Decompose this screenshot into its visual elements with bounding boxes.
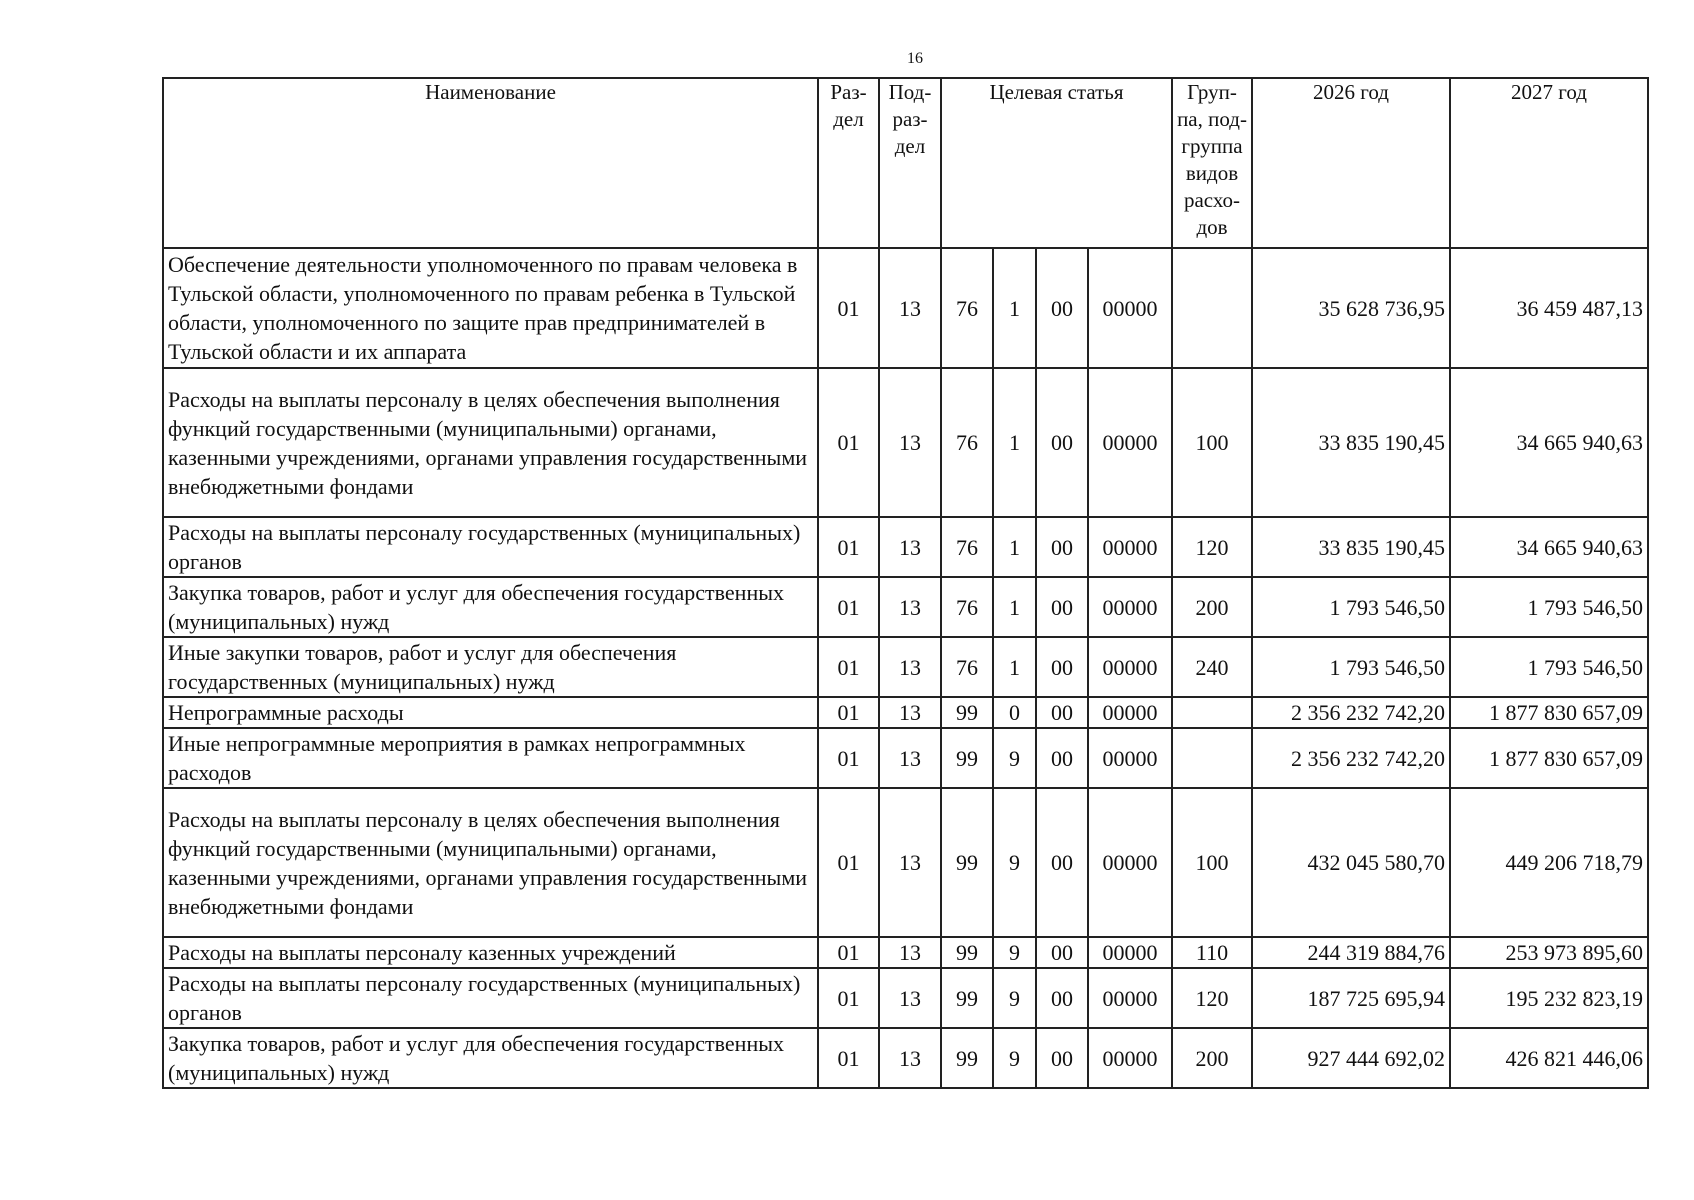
table-row <box>163 728 1648 788</box>
table-row <box>163 788 1648 937</box>
row-amount-2027: 449 206 718,79 <box>1450 788 1648 937</box>
row-target-direction: 00000 <box>1088 968 1172 1028</box>
row-name: Иные непрограммные мероприятия в рамках непрограммных расходов <box>163 728 818 788</box>
row-amount-2027: 426 821 446,06 <box>1450 1028 1648 1088</box>
row-target-subprogram: 1 <box>993 637 1036 697</box>
row-target-direction: 00000 <box>1088 637 1172 697</box>
row-amount-2027: 34 665 940,63 <box>1450 517 1648 577</box>
row-name: Закупка товаров, работ и услуг для обеспечения государственных (муниципальных) нужд <box>163 1028 818 1088</box>
row-target-event: 00 <box>1036 577 1088 637</box>
row-name: Расходы на выплаты персоналу казенных учреждений <box>163 937 818 968</box>
row-target-event: 00 <box>1036 968 1088 1028</box>
row-target-subprogram: 0 <box>993 697 1036 728</box>
row-amount-2027: 1 877 830 657,09 <box>1450 728 1648 788</box>
row-target-program: 76 <box>941 248 993 368</box>
row-expense-group: 120 <box>1172 517 1252 577</box>
table-row <box>163 1028 1648 1088</box>
table-row <box>163 368 1648 517</box>
header-year-2027: 2027 год <box>1450 78 1648 248</box>
row-expense-group: 200 <box>1172 577 1252 637</box>
row-subsection: 13 <box>879 368 941 517</box>
row-target-subprogram: 1 <box>993 248 1036 368</box>
row-expense-group <box>1172 697 1252 728</box>
row-name: Закупка товаров, работ и услуг для обеспечения государственных (муниципальных) нужд <box>163 577 818 637</box>
row-target-event: 00 <box>1036 637 1088 697</box>
row-amount-2026: 244 319 884,76 <box>1252 937 1450 968</box>
row-target-direction: 00000 <box>1088 697 1172 728</box>
row-expense-group: 100 <box>1172 368 1252 517</box>
row-subsection: 13 <box>879 788 941 937</box>
row-section: 01 <box>818 728 879 788</box>
row-amount-2026: 33 835 190,45 <box>1252 517 1450 577</box>
row-target-subprogram: 1 <box>993 517 1036 577</box>
row-expense-group: 240 <box>1172 637 1252 697</box>
row-name: Расходы на выплаты персоналу государственных (муниципальных) органов <box>163 968 818 1028</box>
row-target-program: 76 <box>941 517 993 577</box>
row-name: Расходы на выплаты персоналу в целях обеспечения выполнения функций государственными (муниципальными) органами, казенными учреждениями, органами управления государственными внебюджетными фондами <box>163 368 818 517</box>
row-section: 01 <box>818 637 879 697</box>
row-target-event: 00 <box>1036 248 1088 368</box>
row-name: Непрограммные расходы <box>163 697 818 728</box>
header-section: Раз- дел <box>818 78 879 248</box>
row-expense-group <box>1172 248 1252 368</box>
header-target-article: Целевая статья <box>941 78 1172 248</box>
header-row <box>163 78 1648 248</box>
header-subsection: Под- раз- дел <box>879 78 941 248</box>
row-target-subprogram: 1 <box>993 577 1036 637</box>
row-section: 01 <box>818 697 879 728</box>
row-amount-2026: 35 628 736,95 <box>1252 248 1450 368</box>
row-name: Обеспечение деятельности уполномоченного по правам человека в Тульской области, уполномоченного по правам ребенка в Тульской области, уполномоченного по защите прав предпринимателей в Тульской области и их аппарата <box>163 248 818 368</box>
row-subsection: 13 <box>879 637 941 697</box>
row-section: 01 <box>818 248 879 368</box>
row-subsection: 13 <box>879 517 941 577</box>
row-name: Расходы на выплаты персоналу в целях обеспечения выполнения функций государственными (муниципальными) органами, казенными учреждениями, органами управления государственными внебюджетными фондами <box>163 788 818 937</box>
row-target-program: 99 <box>941 728 993 788</box>
row-amount-2026: 187 725 695,94 <box>1252 968 1450 1028</box>
row-section: 01 <box>818 968 879 1028</box>
page-number: 16 <box>907 50 923 67</box>
row-target-event: 00 <box>1036 788 1088 937</box>
row-target-direction: 00000 <box>1088 577 1172 637</box>
table-row <box>163 577 1648 637</box>
table-row <box>163 517 1648 577</box>
row-expense-group: 100 <box>1172 788 1252 937</box>
row-expense-group: 120 <box>1172 968 1252 1028</box>
row-target-direction: 00000 <box>1088 368 1172 517</box>
row-amount-2027: 253 973 895,60 <box>1450 937 1648 968</box>
table-body <box>163 248 1648 1088</box>
row-amount-2026: 2 356 232 742,20 <box>1252 728 1450 788</box>
row-target-program: 99 <box>941 1028 993 1088</box>
row-section: 01 <box>818 368 879 517</box>
row-target-direction: 00000 <box>1088 1028 1172 1088</box>
row-subsection: 13 <box>879 968 941 1028</box>
row-target-direction: 00000 <box>1088 248 1172 368</box>
row-target-program: 76 <box>941 577 993 637</box>
row-amount-2027: 1 877 830 657,09 <box>1450 697 1648 728</box>
row-amount-2026: 2 356 232 742,20 <box>1252 697 1450 728</box>
row-name: Расходы на выплаты персоналу государственных (муниципальных) органов <box>163 517 818 577</box>
row-target-direction: 00000 <box>1088 728 1172 788</box>
row-target-program: 76 <box>941 637 993 697</box>
row-section: 01 <box>818 577 879 637</box>
row-section: 01 <box>818 1028 879 1088</box>
row-subsection: 13 <box>879 1028 941 1088</box>
row-subsection: 13 <box>879 697 941 728</box>
row-amount-2026: 927 444 692,02 <box>1252 1028 1450 1088</box>
row-target-event: 00 <box>1036 728 1088 788</box>
row-target-direction: 00000 <box>1088 788 1172 937</box>
table-row <box>163 937 1648 968</box>
row-amount-2027: 36 459 487,13 <box>1450 248 1648 368</box>
row-name: Иные закупки товаров, работ и услуг для обеспечения государственных (муниципальных) нужд <box>163 637 818 697</box>
row-amount-2027: 1 793 546,50 <box>1450 577 1648 637</box>
row-section: 01 <box>818 788 879 937</box>
row-target-direction: 00000 <box>1088 517 1172 577</box>
row-target-subprogram: 9 <box>993 968 1036 1028</box>
row-target-subprogram: 9 <box>993 788 1036 937</box>
budget-table <box>162 77 1649 1089</box>
row-target-subprogram: 9 <box>993 728 1036 788</box>
row-target-event: 00 <box>1036 697 1088 728</box>
row-target-program: 99 <box>941 788 993 937</box>
header-year-2026: 2026 год <box>1252 78 1450 248</box>
row-target-subprogram: 9 <box>993 1028 1036 1088</box>
row-target-subprogram: 1 <box>993 368 1036 517</box>
row-target-program: 99 <box>941 937 993 968</box>
row-amount-2026: 432 045 580,70 <box>1252 788 1450 937</box>
row-target-event: 00 <box>1036 517 1088 577</box>
row-amount-2027: 1 793 546,50 <box>1450 637 1648 697</box>
header-name: Наименование <box>163 78 818 248</box>
row-subsection: 13 <box>879 728 941 788</box>
table-row <box>163 637 1648 697</box>
row-amount-2026: 33 835 190,45 <box>1252 368 1450 517</box>
row-target-program: 99 <box>941 968 993 1028</box>
row-target-direction: 00000 <box>1088 937 1172 968</box>
row-expense-group: 110 <box>1172 937 1252 968</box>
row-target-program: 76 <box>941 368 993 517</box>
row-target-event: 00 <box>1036 937 1088 968</box>
row-expense-group: 200 <box>1172 1028 1252 1088</box>
row-target-event: 00 <box>1036 1028 1088 1088</box>
row-subsection: 13 <box>879 937 941 968</box>
table-row <box>163 248 1648 368</box>
row-section: 01 <box>818 517 879 577</box>
row-section: 01 <box>818 937 879 968</box>
row-expense-group <box>1172 728 1252 788</box>
row-subsection: 13 <box>879 577 941 637</box>
row-target-event: 00 <box>1036 368 1088 517</box>
table-row <box>163 968 1648 1028</box>
row-amount-2026: 1 793 546,50 <box>1252 577 1450 637</box>
row-amount-2026: 1 793 546,50 <box>1252 637 1450 697</box>
row-amount-2027: 195 232 823,19 <box>1450 968 1648 1028</box>
table-row <box>163 697 1648 728</box>
header-expense-group: Груп- па, под- группа видов расхо- дов <box>1172 78 1252 248</box>
row-subsection: 13 <box>879 248 941 368</box>
row-amount-2027: 34 665 940,63 <box>1450 368 1648 517</box>
row-target-subprogram: 9 <box>993 937 1036 968</box>
row-target-program: 99 <box>941 697 993 728</box>
